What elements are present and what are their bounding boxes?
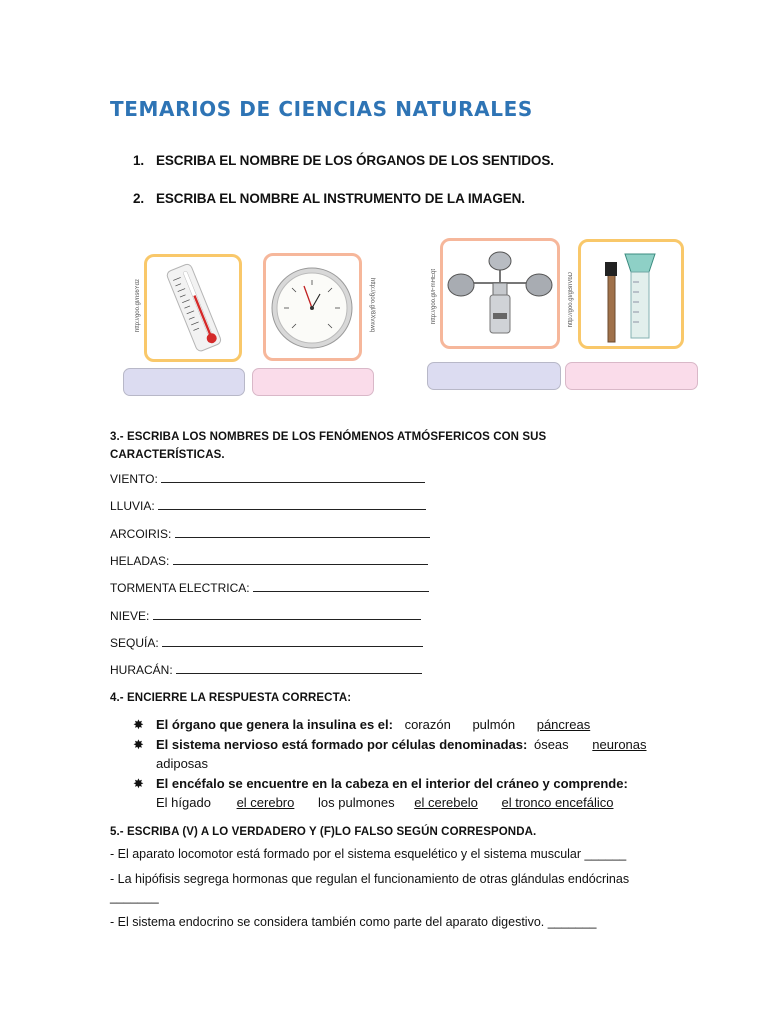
true-false-statement-3: - El sistema endocrino se considera también como parte del aparato digestivo. _______ [110,915,597,929]
multiple-choice-2 [133,737,647,753]
blank-line[interactable] [176,662,422,674]
blank-line[interactable] [161,471,425,483]
option-pulmon[interactable]: pulmón [472,717,516,732]
fill-line-arcoiris [110,526,430,541]
blank-line[interactable] [253,580,429,592]
true-false-statement-2: - La hipófisis segrega hormonas que regulan el funcionamiento de otras glándulas endócrinas [110,872,630,886]
option-adiposas[interactable]: adiposas [156,756,209,771]
fill-line-label: TORMENTA ELECTRICA: [110,581,250,595]
section-4-heading: 4.- ENCIERRE LA RESPUESTA CORRECTA: [110,692,352,704]
fill-line-sequia [110,635,423,650]
true-false-statement-1: - El aparato locomotor está formado por el sistema esquelético y el sistema muscular ______ [110,847,627,861]
fill-line-label: LLUVIA: [110,499,155,513]
bullet-star-icon: ✸ [133,737,144,752]
answer-box-3[interactable] [427,362,561,390]
answer-box-4[interactable] [565,362,698,390]
fill-line-huracan [110,662,422,677]
page-title: TEMARIOS DE CIENCIAS NATURALES [110,97,533,121]
question-2 [133,191,525,206]
option-los-pulmones[interactable]: los pulmones [318,795,395,810]
multiple-choice-1 [133,717,602,733]
fill-line-nieve [110,608,421,623]
anemometer-icon [443,241,557,346]
thermometer-icon [147,257,239,359]
rain-gauge-icon [581,242,681,346]
option-el-cerebro[interactable]: el cerebro [236,795,295,810]
hygrometer-source-text: http://goo.gl/8Xvxwq [369,278,375,333]
option-corazon[interactable]: corazón [404,717,451,732]
fill-line-heladas [110,553,428,568]
multiple-choice-3-options [156,795,613,810]
question-1-text: ESCRIBA EL NOMBRE DE LOS ÓRGANOS DE LOS SENTIDOS. [156,153,554,168]
option-oseas[interactable]: óseas [533,737,569,752]
blank-line[interactable] [162,635,423,647]
fill-line-label: HURACÁN: [110,663,173,677]
blank-line[interactable] [173,553,428,565]
option-pancreas[interactable]: páncreas [536,717,591,732]
fill-line-viento [110,471,425,486]
fill-line-label: SEQUÍA: [110,636,159,650]
option-el-higado[interactable]: El hígado [156,795,211,810]
rain-gauge-source-text: http://goo.gl/gBnVbD [568,272,574,328]
fill-line-label: VIENTO: [110,472,158,486]
option-el-cerebelo[interactable]: el cerebelo [414,795,478,810]
section-3-heading-line-2: CARACTERÍSTICAS. [110,449,225,461]
option-neuronas[interactable]: neuronas [592,737,647,752]
multiple-choice-3-question: El encéfalo se encuentre en la cabeza en el interior del cráneo y comprende: [156,776,628,791]
thermometer-source-text: http://goo.gl/ns6Ydz [135,279,141,333]
true-false-statement-2-blank[interactable]: _______ [110,890,159,904]
multiple-choice-3 [133,776,628,792]
multiple-choice-1-question: El órgano que genera la insulina es el: [156,717,393,732]
question-1 [133,153,554,168]
anemometer-card [431,238,560,349]
answer-box-1[interactable] [123,368,245,396]
anemometer-source-text: http://goo.gl/FmHEqt [431,269,437,325]
blank-line[interactable] [153,608,421,620]
bullet-star-icon: ✸ [133,717,144,732]
multiple-choice-2-question: El sistema nervioso está formado por células denominadas: [156,737,528,752]
question-2-number: 2. [133,191,145,206]
hygrometer-card [263,253,375,361]
answer-box-2[interactable] [252,368,374,396]
fill-line-label: ARCOIRIS: [110,527,172,541]
option-el-tronco-encefalico[interactable]: el tronco encefálico [501,795,614,810]
section-3-heading [110,428,546,464]
fill-line-label: NIEVE: [110,609,150,623]
question-2-text: ESCRIBA EL NOMBRE AL INSTRUMENTO DE LA IMAGEN. [156,191,525,206]
section-3-heading-line-1: 3.- ESCRIBA LOS NOMBRES DE LOS FENÓMENOS ATMÓSFERICOS CON SUS [110,431,547,443]
blank-line[interactable] [175,526,430,538]
question-1-number: 1. [133,153,145,168]
fill-line-lluvia [110,498,426,513]
section-5-heading: 5.- ESCRIBA (V) A LO VERDADERO Y (F)LO FALSO SEGÚN CORRESPONDA. [110,826,537,838]
bullet-star-icon: ✸ [133,776,144,791]
fill-line-tormenta-electrica [110,580,429,595]
hygrometer-icon [266,256,359,358]
fill-line-label: HELADAS: [110,554,170,568]
rain-gauge-card [568,239,684,349]
blank-line[interactable] [158,498,426,510]
thermometer-card [135,254,242,362]
